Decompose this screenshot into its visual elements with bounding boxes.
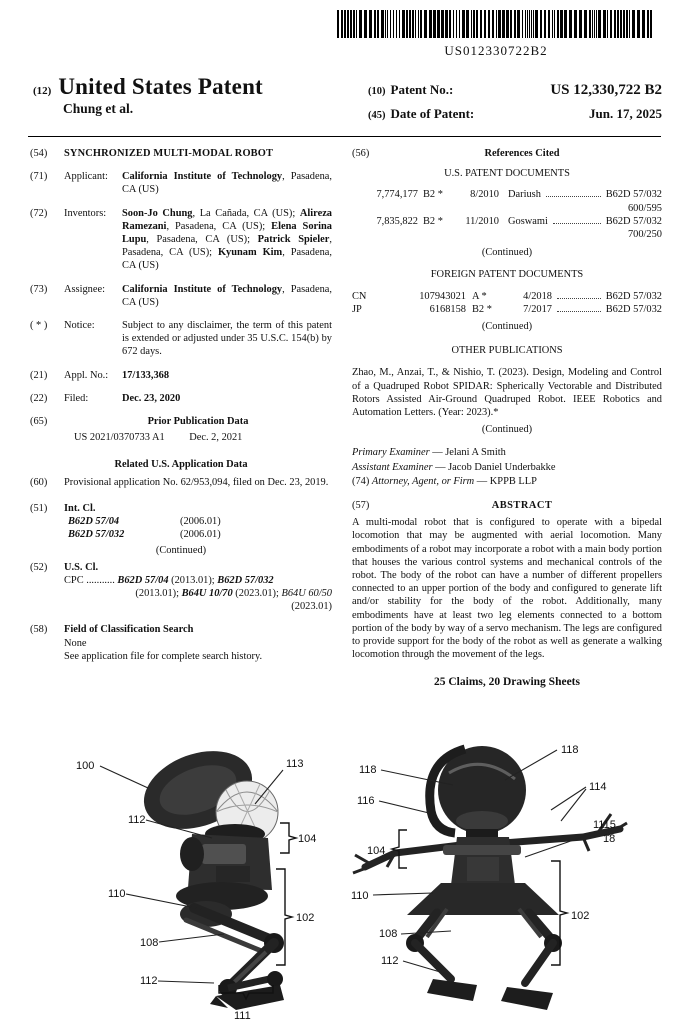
patent-date: 11/2010 — [465, 215, 499, 227]
text-segment: Kyunam Kim — [217, 247, 283, 259]
notice-text: Subject to any disclaimer, the term of this patent is extended or adjusted under 35 U.S.C. 154(b) by 672 days. — [122, 320, 332, 358]
text-segment: , La Cañada, CA (US); — [192, 207, 300, 219]
figure-ref-numeral: 102 — [296, 912, 315, 924]
us-patent-row — [352, 188, 662, 201]
figure-ref-numeral: 111 — [234, 1010, 251, 1022]
field-51-number: (51) — [30, 502, 48, 514]
dot-leader — [546, 196, 601, 197]
kind-code: B2 * — [423, 215, 443, 227]
notice-label: Notice: — [64, 320, 95, 332]
text-segment: Elena Sorina Lupu — [122, 220, 332, 246]
invention-title-text: SYNCHRONIZED MULTI-MODAL ROBOT — [64, 148, 274, 159]
field-73-number: (73) — [30, 283, 48, 295]
field-74-number: (74) — [352, 475, 370, 487]
notice-row — [30, 319, 332, 359]
us-patent-document-rows — [352, 188, 662, 241]
barcode — [337, 10, 655, 59]
header-right — [368, 82, 662, 129]
application-number-row — [30, 369, 332, 382]
leader-line — [158, 981, 214, 983]
foreign-patent-documents-heading: FOREIGN PATENT DOCUMENTS — [430, 269, 584, 281]
figure-ref-numeral: 112 — [140, 975, 158, 987]
text-segment: Patrick Spieler — [257, 234, 330, 246]
right-column — [352, 147, 662, 689]
inventors-label: Inventors: — [64, 207, 107, 219]
dot-leader — [557, 298, 601, 299]
patent-number-label: Patent No.: — [390, 82, 454, 97]
applicant-value — [122, 170, 332, 196]
field-72-number: (72) — [30, 207, 48, 219]
prior-publication-section — [30, 415, 332, 444]
text-segment: B64U 60/50 — [281, 588, 332, 600]
classification: B62D 57/032 — [605, 303, 662, 315]
other-publications-text: Zhao, M., Anzai, T., & Nishio, T. (2023). Design, Modeling and Control of a Quadruped Robot SPIDAR: Spherically Vectorable and Distributed Rotors Assisted Air-Ground Quadruped Robot. IEEE Robotics and Automation Letters. (Year: 2023).* — [352, 367, 662, 419]
text-segment: Alireza Ramezani — [122, 207, 332, 232]
text-segment: (2023.01); — [232, 588, 282, 600]
application-number-label: Appl. No.: — [64, 369, 109, 381]
classification-continuation: 700/250 — [627, 229, 662, 241]
patent-number: 7,774,177 — [376, 189, 418, 201]
references-cited-section — [352, 147, 662, 160]
leader-line — [379, 801, 429, 813]
assistant-examiner-value: — Jacob Daniel Underbakke — [435, 461, 556, 473]
patent-number-value: US 12,330,722 B2 — [550, 82, 662, 98]
figure-ref-numeral: 112 — [128, 814, 146, 826]
figure-ref-numeral: 1115 — [593, 819, 616, 831]
classification-continuation: 600/595 — [627, 202, 662, 214]
bracket-104 — [280, 823, 296, 853]
leader-line — [561, 789, 586, 821]
prior-publication-heading: Prior Publication Data — [147, 416, 249, 428]
foreign-patent-document-rows — [352, 290, 662, 316]
notice-asterisk: ( * ) — [30, 320, 48, 332]
inventors-value — [122, 207, 332, 273]
classification: B62D 57/032 — [605, 290, 662, 302]
patent-date-value: Jun. 17, 2025 — [589, 106, 662, 121]
text-segment: , Pasadena, CA (US); — [122, 234, 332, 259]
header-left — [33, 74, 263, 117]
attorney-label: Attorney, Agent, or Firm — [371, 475, 475, 487]
patentee-name: Dariush — [508, 189, 541, 201]
field-54-number: (54) — [30, 148, 48, 159]
patent-date: 4/2018 — [523, 290, 552, 302]
figure-ref-numeral: 110 — [351, 890, 369, 902]
figure-ref-numeral: 110 — [108, 888, 126, 900]
text-segment: Soon-Jo Chung — [122, 207, 193, 219]
document-title: United States Patent — [58, 74, 263, 99]
figure-robot-side-view — [30, 738, 332, 1024]
patent-number-row — [368, 82, 662, 99]
classification-code: B62D 57/04 — [68, 516, 120, 528]
patent-number: 6168158 — [429, 303, 466, 315]
leader-line — [373, 893, 433, 895]
us-docs-continued: (Continued) — [481, 247, 533, 259]
text-segment: , Pasadena, CA (US) — [122, 247, 332, 272]
inventors-row — [30, 207, 332, 273]
figure-ref-numeral: 104 — [298, 833, 317, 845]
country-code: JP — [352, 303, 362, 315]
figure-ref-numeral: 114 — [589, 781, 607, 793]
patent-date: 8/2010 — [470, 189, 499, 201]
figure-ref-numeral: 113 — [286, 758, 304, 770]
related-application-section — [30, 458, 332, 488]
assistant-examiner-label: Assistant Examiner — [352, 461, 433, 473]
abstract-section — [352, 499, 662, 512]
cpc-line — [64, 574, 332, 587]
us-cl-section — [30, 561, 332, 614]
dot-leader — [553, 223, 601, 224]
assignee-value — [122, 283, 332, 309]
classification-version: (2006.01) — [180, 529, 221, 541]
int-cl-heading: Int. Cl. — [64, 502, 96, 514]
field-10-number: (10) — [368, 86, 386, 97]
field-57-number: (57) — [352, 500, 370, 512]
field-52-number: (52) — [30, 561, 48, 573]
prior-publication-entry — [30, 431, 332, 444]
patent-date-label: Date of Patent: — [390, 106, 475, 121]
country-code: CN — [352, 290, 367, 302]
field-of-search-none: None — [64, 637, 87, 649]
figure-ref-numeral: 112 — [381, 955, 399, 967]
int-cl-entries — [64, 515, 332, 541]
applicant-label: Applicant: — [64, 171, 108, 183]
leader-line — [551, 787, 586, 810]
cpc-classification-lines — [64, 574, 332, 614]
foreign-patent-row — [352, 290, 662, 303]
field-65-number: (65) — [30, 416, 48, 428]
foreign-docs-continued: (Continued) — [481, 321, 533, 333]
publication-number: US 2021/0370733 A1 — [74, 432, 165, 444]
foreign-patent-row — [352, 303, 662, 316]
figure-ref-numeral: 108 — [140, 937, 159, 949]
text-segment: , Pasadena, CA (US) — [122, 283, 332, 308]
primary-examiner-line — [352, 446, 662, 459]
field-22-number: (22) — [30, 392, 48, 404]
filed-value: Dec. 23, 2020 — [122, 392, 181, 404]
text-segment: B62D 57/032 — [217, 574, 274, 586]
int-cl-entry — [64, 515, 332, 528]
kind-code: A * — [472, 290, 487, 302]
barcode-number: US012330722B2 — [444, 43, 548, 58]
leader-line — [100, 766, 148, 788]
text-segment: (2013.01); — [135, 588, 182, 600]
field-of-search-section — [30, 623, 332, 663]
figure-ref-numeral: 118 — [359, 764, 377, 776]
left-column — [30, 147, 332, 673]
field-of-search-note: See application file for complete search history. — [64, 650, 263, 662]
us-cl-heading: U.S. Cl. — [64, 561, 99, 573]
figure-ref-numeral: 118 — [561, 744, 579, 756]
robot-side-illustration — [133, 738, 284, 1010]
text-segment: B64U 10/70 — [181, 588, 233, 600]
figure-ref-numeral: 18 — [603, 833, 616, 845]
related-application-text: Provisional application No. 62/953,094, filed on Dec. 23, 2019. — [64, 476, 329, 488]
field-58-number: (58) — [30, 624, 48, 636]
leader-line — [159, 934, 224, 942]
assignee-row — [30, 283, 332, 309]
field-60-number: (60) — [30, 476, 48, 488]
int-cl-section — [30, 502, 332, 542]
text-segment: (2023.01) — [291, 601, 332, 613]
other-pubs-continued: (Continued) — [481, 424, 533, 436]
field-71-number: (71) — [30, 171, 48, 183]
classification-code: B62D 57/032 — [68, 529, 125, 541]
examiner-block — [352, 446, 662, 488]
related-application-heading: Related U.S. Application Data — [114, 459, 248, 471]
patent-date: 7/2017 — [523, 303, 552, 315]
figure-ref-numeral: 104 — [367, 845, 386, 857]
text-segment: B62D 57/04 — [117, 574, 169, 586]
field-12-number: (12) — [33, 85, 52, 97]
us-patent-documents-heading: U.S. PATENT DOCUMENTS — [444, 168, 570, 180]
primary-examiner-label: Primary Examiner — [352, 447, 430, 459]
cpc-line — [64, 600, 332, 613]
figure-ref-numeral: 102 — [571, 910, 590, 922]
applicant-row — [30, 170, 332, 196]
int-cl-continued: (Continued) — [155, 545, 207, 557]
references-cited-heading: References Cited — [484, 148, 560, 159]
text-segment: (2013.01); — [168, 574, 218, 586]
claims-line: 25 Claims, 20 Drawing Sheets — [434, 675, 580, 688]
primary-examiner-value: — Jelani A Smith — [432, 447, 506, 459]
publication-date: Dec. 2, 2021 — [189, 432, 243, 444]
figure-robot-front-view — [345, 733, 660, 1024]
filed-row — [30, 392, 332, 405]
figure-ref-numeral: 116 — [357, 795, 375, 807]
other-publications-heading: OTHER PUBLICATIONS — [451, 345, 563, 357]
text-segment: , Pasadena, CA (US); — [166, 220, 272, 232]
patent-number: 7,835,822 — [376, 215, 418, 227]
figure-ref-numeral: 100 — [76, 760, 95, 772]
abstract-text: A multi-modal robot that is configured to operate with a bipedal locomotion that may be augmented with aerial locomotion. Many embodiments of a robot may incorporate a robot with a main body portion that houses the various control systems and mechanical controls of the robot. The body of the robot can have a number of different propellers connected to an upper portion of the body and configured to generate lift and/or stability for the body of the robot. Additionally, many embodiments have at least two leg elements connected to a bottom portion of the body by way of a servo mechanism. The legs are configured to provide support for the body of the robot as well as generate a walking locomotion through the movement of the legs. — [352, 517, 662, 661]
header-divider — [28, 136, 661, 137]
int-cl-entry — [64, 528, 332, 541]
application-number-value: 17/133,368 — [122, 369, 170, 381]
field-56-number: (56) — [352, 148, 370, 159]
text-segment: California Institute of Technology — [122, 283, 283, 295]
text-segment: CPC ........... — [64, 574, 118, 586]
inventor-short-name: Chung et al. — [63, 101, 134, 116]
text-segment: , Pasadena, CA (US); — [146, 234, 258, 246]
filed-label: Filed: — [64, 392, 89, 404]
cpc-line — [64, 587, 332, 600]
classification: B62D 57/032 — [605, 215, 662, 227]
field-21-number: (21) — [30, 369, 48, 381]
attorney-value: — KPPB LLP — [476, 475, 537, 487]
us-patent-row — [352, 215, 662, 228]
text-segment: California Institute of Technology — [122, 171, 283, 183]
classification: B62D 57/032 — [605, 189, 662, 201]
text-segment: , Pasadena, CA (US) — [122, 171, 332, 196]
robot-front-illustration — [353, 746, 627, 1010]
invention-title — [30, 147, 332, 160]
assistant-examiner-line — [352, 461, 662, 474]
field-of-search-heading: Field of Classification Search — [64, 624, 194, 636]
attorney-line — [352, 475, 662, 488]
field-45-number: (45) — [368, 110, 386, 121]
classification-version: (2006.01) — [180, 516, 221, 528]
patent-number: 107943021 — [419, 290, 466, 302]
barcode-image — [337, 10, 655, 38]
abstract-heading: ABSTRACT — [491, 500, 553, 512]
assignee-label: Assignee: — [64, 283, 105, 295]
dot-leader — [557, 311, 601, 312]
kind-code: B2 * — [423, 189, 443, 201]
figure-ref-numeral: 108 — [379, 928, 398, 940]
patentee-name: Goswami — [508, 215, 548, 227]
patent-date-row — [368, 106, 662, 122]
kind-code: B2 * — [472, 303, 492, 315]
